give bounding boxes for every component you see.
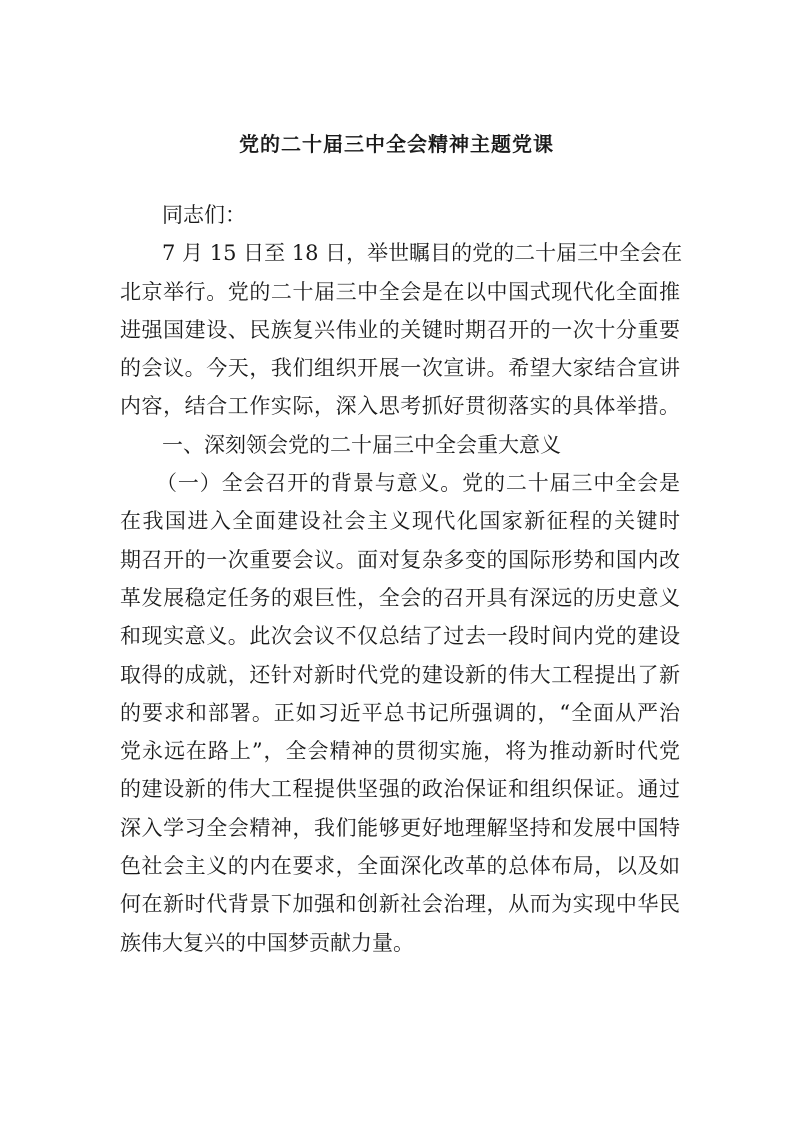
paragraph-line: 党永远在路上”，全会精神的贯彻实施，将为推动新时代党 (120, 739, 680, 764)
paragraph-line: 何在新时代背景下加强和创新社会治理，从而为实现中华民 (120, 892, 680, 917)
paragraph-line: 7 月 15 日至 18 日，举世瞩目的党的二十届三中全会在 (162, 241, 683, 266)
paragraph-line: 的建设新的伟大工程提供坚强的政治保证和组织保证。通过 (120, 777, 680, 802)
paragraph-line: 族伟大复兴的中国梦贡献力量。 (120, 930, 414, 955)
paragraph-line: 的要求和部署。正如习近平总书记所强调的，“全面从严治 (120, 700, 680, 725)
paragraph-line: 色社会主义的内在要求，全面深化改革的总体布局，以及如 (120, 854, 680, 879)
paragraph-line: 取得的成就，还针对新时代党的建设新的伟大工程提出了新 (120, 662, 680, 687)
paragraph-line: 期召开的一次重要会议。面对复杂多变的国际形势和国内改 (120, 547, 680, 572)
paragraph-line: 内容，结合工作实际，深入思考抓好贯彻落实的具体举措。 (120, 394, 680, 419)
section-heading: 一、深刻领会党的二十届三中全会重大意义 (162, 432, 561, 457)
paragraph-line: （一）全会召开的背景与意义。党的二十届三中全会是 (156, 471, 680, 496)
paragraph-line: 革发展稳定任务的艰巨性，全会的召开具有深远的历史意义 (120, 585, 680, 610)
paragraph-line: 深入学习全会精神，我们能够更好地理解坚持和发展中国特 (120, 815, 680, 840)
document-title: 党的二十届三中全会精神主题党课 (239, 132, 554, 156)
paragraph-line: 在我国进入全面建设社会主义现代化国家新征程的关键时 (120, 509, 680, 534)
paragraph-line: 和现实意义。此次会议不仅总结了过去一段时间内党的建设 (120, 624, 680, 649)
salutation-line: 同志们： (162, 203, 246, 227)
paragraph-line: 的会议。今天，我们组织开展一次宣讲。希望大家结合宣讲 (120, 356, 680, 381)
paragraph-line: 北京举行。党的二十届三中全会是在以中国式现代化全面推 (120, 279, 680, 304)
document-body (120, 196, 683, 962)
paragraph-line: 进强国建设、民族复兴伟业的关键时期召开的一次十分重要 (120, 317, 680, 342)
